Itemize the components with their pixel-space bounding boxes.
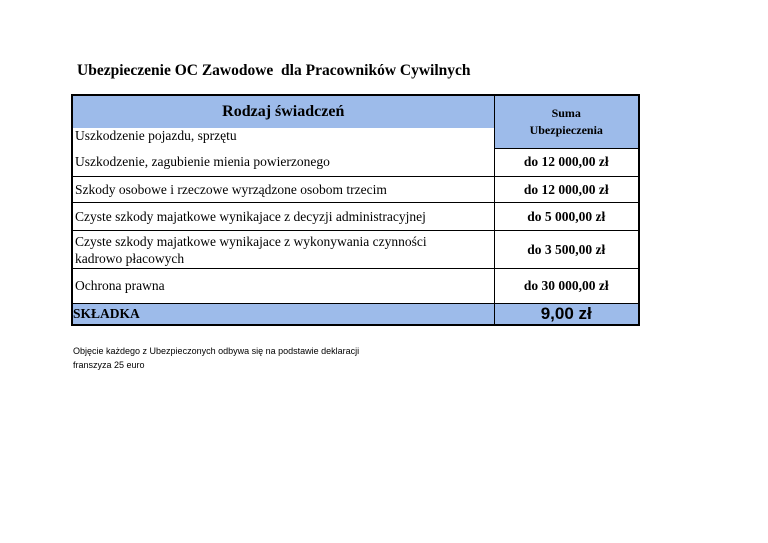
row-label xyxy=(72,231,494,269)
declaration-note: Objęcie każdego z Ubezpieczonych odbywa się na podstawie deklaracji xyxy=(73,346,360,356)
footnotes xyxy=(73,344,359,372)
table-header-row xyxy=(72,95,639,128)
row-label: Szkody osobowe i rzeczowe wyrządzone osobom trzecim xyxy=(72,177,494,203)
row-amount: do 12 000,00 zł xyxy=(494,177,639,203)
row-label: Ochrona prawna xyxy=(72,269,494,304)
table-row xyxy=(72,177,639,203)
row-amount: do 5 000,00 zł xyxy=(494,203,639,231)
table-row xyxy=(72,203,639,231)
table-row xyxy=(72,148,639,177)
insurance-table xyxy=(71,94,640,326)
sum-insured-header xyxy=(494,95,639,148)
row-label-line1: Uszkodzenie pojazdu, sprzętu xyxy=(72,128,494,148)
row-label-line1: Czyste szkody majatkowe wynikajace z wykonywania czynności xyxy=(75,233,427,249)
row-label: Czyste szkody majatkowe wynikajace z decyzji administracyjnej xyxy=(72,203,494,231)
row-amount: do 30 000,00 zł xyxy=(494,269,639,304)
premium-row xyxy=(72,304,639,326)
premium-value: 9,00 zł xyxy=(494,304,639,326)
sum-insured-header-line2: Ubezpieczenia xyxy=(529,122,603,137)
benefit-type-header: Rodzaj świadczeń xyxy=(72,95,494,128)
document-title: Ubezpieczenie OC Zawodowe dla Pracowników Cywilnych xyxy=(77,62,471,79)
table-row xyxy=(72,231,639,269)
row-amount: do 3 500,00 zł xyxy=(494,231,639,269)
sum-insured-header-line1: Suma xyxy=(551,105,581,120)
table-row xyxy=(72,269,639,304)
row-label-line2: kadrowo płacowych xyxy=(75,250,185,266)
premium-label: SKŁADKA xyxy=(72,304,494,326)
row-label-line2: Uszkodzenie, zagubienie mienia powierzonego xyxy=(72,148,494,177)
deductible-note: franszyza 25 euro xyxy=(73,360,145,370)
row-amount: do 12 000,00 zł xyxy=(494,148,639,177)
